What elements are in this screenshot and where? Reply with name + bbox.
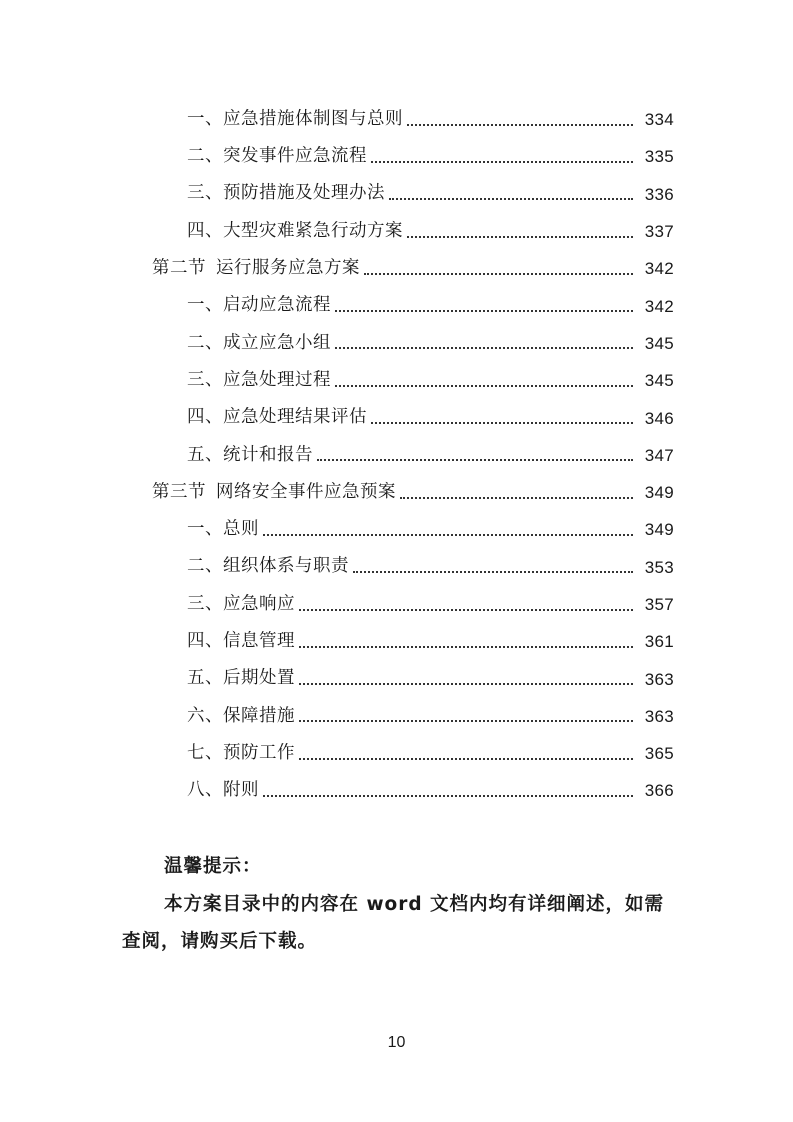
toc-leader-dots — [299, 707, 633, 725]
toc-title-text: 三、预防措施及处理办法 — [187, 183, 385, 204]
toc-title-text: 一、总则 — [187, 519, 259, 540]
toc-title-text: 六、保障措施 — [187, 705, 295, 726]
toc-title-text: 三、应急处理过程 — [187, 369, 331, 390]
toc-leader-dots — [407, 111, 633, 129]
toc-entry[interactable] — [0, 623, 793, 660]
toc-entry[interactable] — [0, 437, 793, 474]
toc-page-number: 363 — [644, 669, 674, 689]
toc-title-text: 三、应急响应 — [187, 593, 295, 614]
toc-entry-title — [187, 185, 385, 203]
toc-leader-dots — [371, 148, 633, 166]
toc-entry[interactable] — [0, 213, 793, 250]
toc-entry-title — [152, 260, 360, 278]
toc-title-text: 四、大型灾难紧急行动方案 — [187, 220, 403, 241]
toc-title-text: 运行服务应急方案 — [216, 258, 360, 279]
toc-section-number: 第三节 — [152, 481, 206, 502]
toc-entry[interactable] — [0, 660, 793, 697]
toc-leader-dots — [364, 260, 633, 278]
toc-entry[interactable] — [0, 511, 793, 548]
toc-leader-dots — [389, 185, 633, 203]
toc-page-number: 361 — [644, 632, 674, 652]
toc-leader-dots — [353, 558, 633, 576]
toc-entry[interactable] — [0, 399, 793, 436]
toc-entry-title — [187, 148, 367, 166]
toc-title-text: 二、组织体系与职责 — [187, 556, 349, 577]
toc-title-text: 二、突发事件应急流程 — [187, 146, 367, 167]
toc-entry[interactable] — [0, 698, 793, 735]
toc-leader-dots — [299, 596, 633, 614]
toc-leader-dots — [335, 372, 633, 390]
toc-page-number: 334 — [644, 110, 674, 130]
notice-body: 本方案目录中的内容在 word 文档内均有详细阐述，如需查阅，请购买后下载。 — [122, 894, 665, 952]
toc-title-text: 四、应急处理结果评估 — [187, 407, 367, 428]
page-number: 10 — [387, 1034, 406, 1051]
toc-entry[interactable] — [0, 735, 793, 772]
toc-entry[interactable] — [0, 101, 793, 138]
toc-page-number: 353 — [644, 557, 674, 577]
toc-title-text: 四、信息管理 — [187, 631, 295, 652]
table-of-contents — [0, 101, 793, 810]
toc-page-number: 337 — [644, 222, 674, 242]
toc-page-number: 346 — [644, 408, 674, 428]
toc-entry[interactable] — [0, 325, 793, 362]
toc-title-text: 二、成立应急小组 — [187, 332, 331, 353]
toc-leader-dots — [263, 521, 633, 539]
toc-page-number: 363 — [644, 706, 674, 726]
toc-leader-dots — [299, 670, 633, 688]
toc-entry-title — [187, 593, 295, 614]
toc-page-number: 349 — [644, 483, 674, 503]
toc-page-number: 365 — [644, 744, 674, 764]
toc-page-number: 347 — [644, 445, 674, 465]
toc-page-number: 366 — [644, 781, 674, 801]
toc-entry-title — [187, 409, 367, 427]
toc-entry[interactable] — [0, 250, 793, 287]
notice-title: 温馨提示： — [164, 856, 262, 877]
toc-title-text: 五、后期处置 — [187, 668, 295, 689]
toc-title-text: 网络安全事件应急预案 — [216, 481, 396, 502]
toc-entry-title — [187, 220, 403, 241]
toc-section-number: 第二节 — [152, 258, 206, 279]
toc-leader-dots — [407, 223, 633, 241]
toc-title-text: 五、统计和报告 — [187, 444, 313, 465]
toc-entry[interactable] — [0, 287, 793, 324]
toc-leader-dots — [299, 745, 633, 763]
toc-page-number: 342 — [644, 296, 674, 316]
toc-entry[interactable] — [0, 138, 793, 175]
toc-title-text: 七、预防工作 — [187, 742, 295, 763]
toc-title-text: 八、附则 — [187, 780, 259, 801]
toc-entry-title — [187, 369, 331, 390]
toc-page-number: 336 — [644, 184, 674, 204]
toc-leader-dots — [371, 409, 633, 427]
toc-leader-dots — [400, 484, 633, 502]
toc-page-number: 342 — [644, 259, 674, 279]
toc-page-number: 357 — [644, 595, 674, 614]
toc-leader-dots — [335, 297, 633, 315]
toc-entry-title — [187, 332, 331, 353]
toc-entry-title — [187, 705, 295, 726]
toc-entry-title — [187, 782, 259, 800]
toc-page-number: 349 — [644, 520, 674, 540]
toc-entry-title — [187, 558, 349, 576]
toc-page-number: 345 — [644, 371, 674, 391]
toc-entry-title — [187, 633, 295, 651]
toc-page-number: 345 — [644, 333, 674, 353]
toc-entry-title — [187, 670, 295, 688]
toc-leader-dots — [263, 782, 633, 800]
toc-entry[interactable] — [0, 549, 793, 586]
toc-entry-title — [187, 444, 313, 465]
toc-entry-title — [152, 481, 396, 502]
toc-entry[interactable] — [0, 176, 793, 213]
toc-page-number: 335 — [644, 147, 674, 167]
toc-leader-dots — [317, 446, 633, 464]
toc-entry[interactable] — [0, 586, 793, 623]
toc-entry-title — [187, 297, 331, 315]
toc-entry[interactable] — [0, 362, 793, 399]
toc-title-text: 一、启动应急流程 — [187, 295, 331, 316]
toc-entry-title — [187, 108, 403, 129]
toc-entry[interactable] — [0, 772, 793, 809]
toc-entry[interactable] — [0, 474, 793, 511]
toc-title-text: 一、应急措施体制图与总则 — [187, 108, 403, 129]
toc-leader-dots — [299, 633, 633, 651]
toc-entry-title — [187, 742, 295, 763]
toc-entry-title — [187, 521, 259, 539]
toc-leader-dots — [335, 334, 633, 352]
